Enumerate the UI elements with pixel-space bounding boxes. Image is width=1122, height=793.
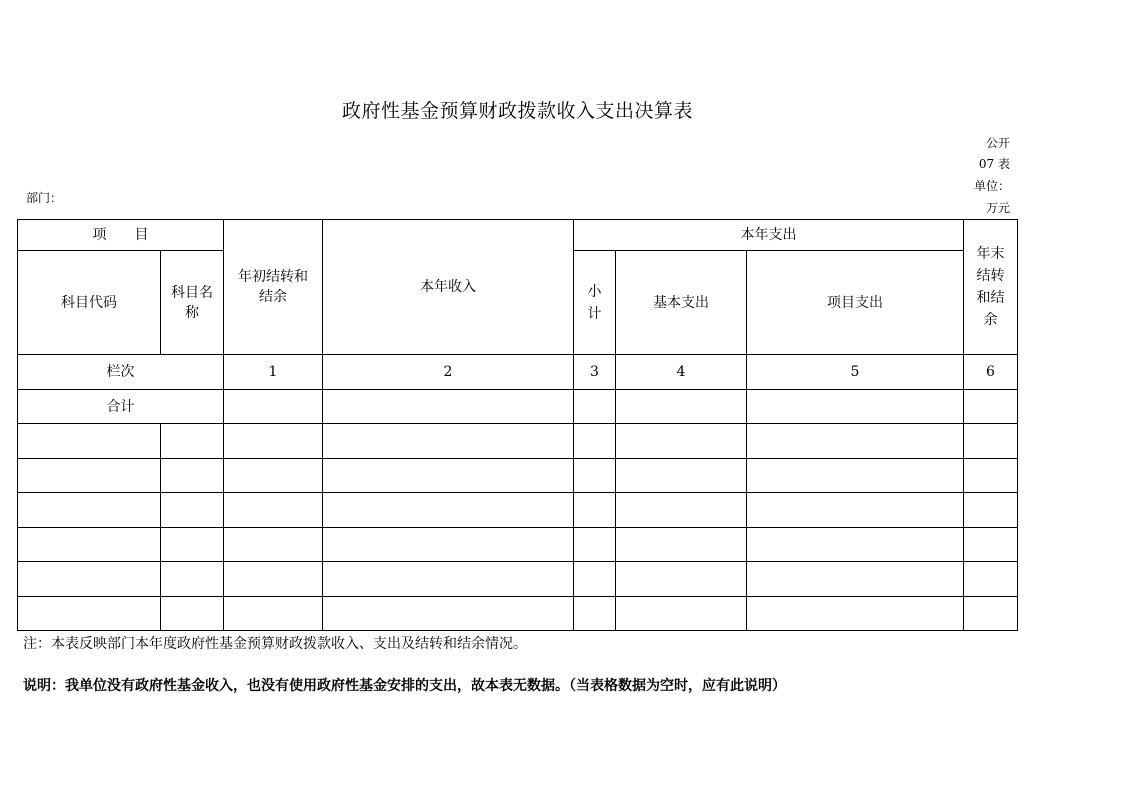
table-cell bbox=[964, 493, 1018, 528]
table-cell bbox=[224, 424, 323, 459]
table-cell bbox=[574, 597, 616, 631]
row-index-cell: 2 bbox=[323, 355, 574, 390]
table-cell bbox=[574, 459, 616, 493]
table-cell bbox=[964, 528, 1018, 562]
table-cell bbox=[964, 424, 1018, 459]
table-cell bbox=[18, 424, 161, 459]
table-cell bbox=[323, 528, 574, 562]
row-index-cell: 3 bbox=[574, 355, 616, 390]
header-item: 项 目 bbox=[18, 220, 224, 251]
table-cell bbox=[747, 597, 964, 631]
table-row bbox=[18, 562, 1018, 597]
table-cell bbox=[161, 528, 224, 562]
table-cell bbox=[18, 597, 161, 631]
header-closing-balance bbox=[964, 220, 1018, 355]
table-cell bbox=[161, 493, 224, 528]
table-row bbox=[18, 493, 1018, 528]
table-cell bbox=[161, 459, 224, 493]
table-cell bbox=[616, 528, 747, 562]
table-cell bbox=[18, 528, 161, 562]
table-cell bbox=[574, 424, 616, 459]
department-label: 部门： bbox=[26, 191, 63, 205]
header-opening-balance-text: 年初结转和结余 bbox=[238, 269, 308, 305]
table-cell bbox=[964, 390, 1018, 424]
table-cell bbox=[161, 597, 224, 631]
header-subject-code: 科目代码 bbox=[18, 251, 161, 355]
table-cell bbox=[323, 562, 574, 597]
table-note: 注：本表反映部门本年度政府性基金预算财政拨款收入、支出及结转和结余情况。 bbox=[23, 636, 527, 652]
table-cell bbox=[747, 390, 964, 424]
table-cell bbox=[18, 493, 161, 528]
row-index-cell: 1 bbox=[224, 355, 323, 390]
table-cell bbox=[616, 597, 747, 631]
header-project-expense: 项目支出 bbox=[747, 251, 964, 355]
table-cell bbox=[224, 459, 323, 493]
table-cell bbox=[18, 459, 161, 493]
table-cell bbox=[964, 597, 1018, 631]
unit-label: 单位： bbox=[973, 179, 1010, 193]
table-cell bbox=[224, 390, 323, 424]
table-cell bbox=[323, 459, 574, 493]
budget-table bbox=[17, 219, 1018, 631]
header-subject-name bbox=[161, 251, 224, 355]
table-cell bbox=[161, 424, 224, 459]
row-total-label: 合计 bbox=[18, 390, 224, 424]
table-cell bbox=[574, 493, 616, 528]
table-cell bbox=[323, 424, 574, 459]
table-cell bbox=[323, 493, 574, 528]
row-index-label: 栏次 bbox=[18, 355, 224, 390]
table-row bbox=[18, 459, 1018, 493]
table-row bbox=[18, 528, 1018, 562]
table-cell bbox=[747, 424, 964, 459]
row-index bbox=[18, 355, 1018, 390]
table-cell bbox=[224, 562, 323, 597]
unit-value: 万元 bbox=[985, 201, 1010, 215]
row-total bbox=[18, 390, 1018, 424]
table-cell bbox=[616, 562, 747, 597]
table-cell bbox=[747, 528, 964, 562]
table-cell bbox=[747, 493, 964, 528]
table-cell bbox=[747, 562, 964, 597]
table-row bbox=[18, 597, 1018, 631]
table-cell bbox=[616, 424, 747, 459]
table-cell bbox=[616, 493, 747, 528]
table-cell bbox=[224, 493, 323, 528]
header-current-expense: 本年支出 bbox=[574, 220, 964, 251]
disclosure-label: 公开 bbox=[985, 136, 1010, 150]
table-cell bbox=[161, 562, 224, 597]
table-cell bbox=[616, 459, 747, 493]
table-cell bbox=[964, 459, 1018, 493]
table-cell bbox=[747, 459, 964, 493]
header-row-1 bbox=[18, 220, 1018, 251]
header-current-income: 本年收入 bbox=[323, 220, 574, 355]
explanation-text: 说明：我单位没有政府性基金收入，也没有使用政府性基金安排的支出，故本表无数据。（当表格数据为空时，应有此说明） bbox=[23, 678, 786, 694]
header-closing-balance-text: 年末结转和结余 bbox=[976, 246, 1005, 328]
table-cell bbox=[964, 562, 1018, 597]
table-cell bbox=[323, 597, 574, 631]
header-subject-name-text: 科目名称 bbox=[171, 284, 213, 321]
row-index-cell: 5 bbox=[747, 355, 964, 390]
table-cell bbox=[18, 562, 161, 597]
table-cell bbox=[323, 390, 574, 424]
row-index-cell: 4 bbox=[616, 355, 747, 390]
table-cell bbox=[574, 528, 616, 562]
header-subtotal bbox=[574, 251, 616, 355]
table-cell bbox=[574, 390, 616, 424]
table-number: 07 表 bbox=[978, 157, 1010, 171]
table-row bbox=[18, 424, 1018, 459]
table-cell bbox=[224, 528, 323, 562]
header-subtotal-text: 小计 bbox=[587, 283, 602, 322]
header-basic-expense: 基本支出 bbox=[616, 251, 747, 355]
header-opening-balance bbox=[224, 220, 323, 355]
table-cell bbox=[574, 562, 616, 597]
page-title: 政府性基金预算财政拨款收入支出决算表 bbox=[341, 100, 693, 122]
table-cell bbox=[224, 597, 323, 631]
table-cell bbox=[616, 390, 747, 424]
row-index-cell: 6 bbox=[964, 355, 1018, 390]
